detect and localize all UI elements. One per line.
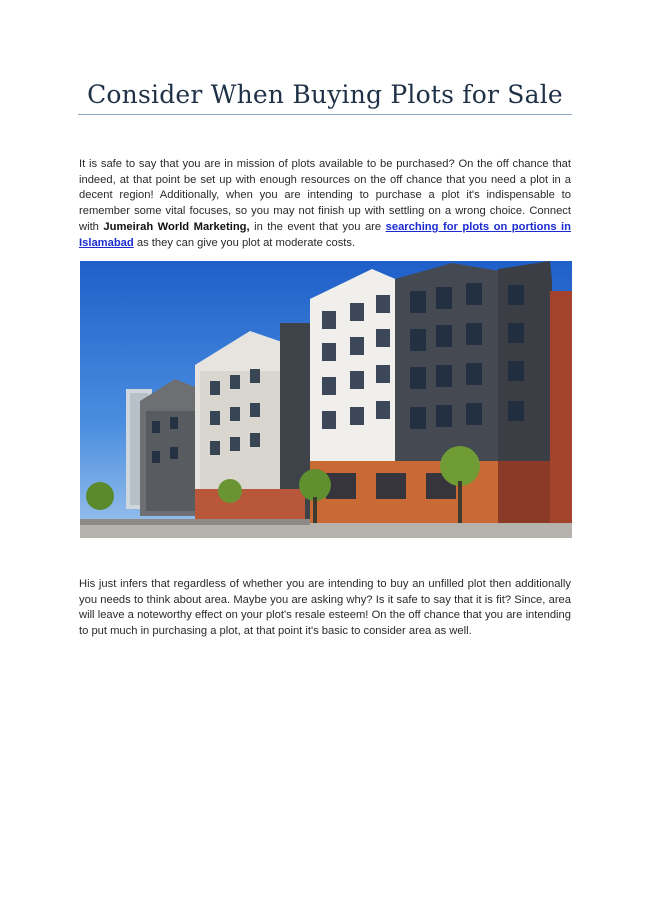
plots-islamabad-link[interactable]: searching for plots on portions in Islamabad <box>79 220 571 249</box>
page-title: Consider When Buying Plots for Sale <box>87 80 563 109</box>
location-paragraph: His just infers that regardless of whether you are intending to buy an unfilled plot then additionally you needs to think about area. Maybe you are asking why? Is it safe to say that it is fit? Since, area will leave a noteworthy effect on your plot's resale esteem! On the off chance that you are intending to put much in purchasing a plot, at that point it's basic to consider area as well. <box>79 578 571 638</box>
title-underline <box>78 114 572 115</box>
apartment-building-photo <box>80 261 572 538</box>
intro-text-end: as they can give you plot at moderate costs. <box>133 236 356 249</box>
intro-text-middle: in the event that you are <box>249 220 386 233</box>
intro-text: It is safe to say that you are in mission of plots available to be purchased? On the off chance that indeed, at that point be set up with enough resources on the off chance that you need a plot in a decent region! Additionally, when you are intending to purchase a plot it's indispensable to remember some vital focuses, so you may not finish up with settling on a wrong choice. Connect with <box>79 158 571 233</box>
intro-paragraph <box>79 157 571 251</box>
company-name: Jumeirah World Marketing, <box>103 220 250 233</box>
